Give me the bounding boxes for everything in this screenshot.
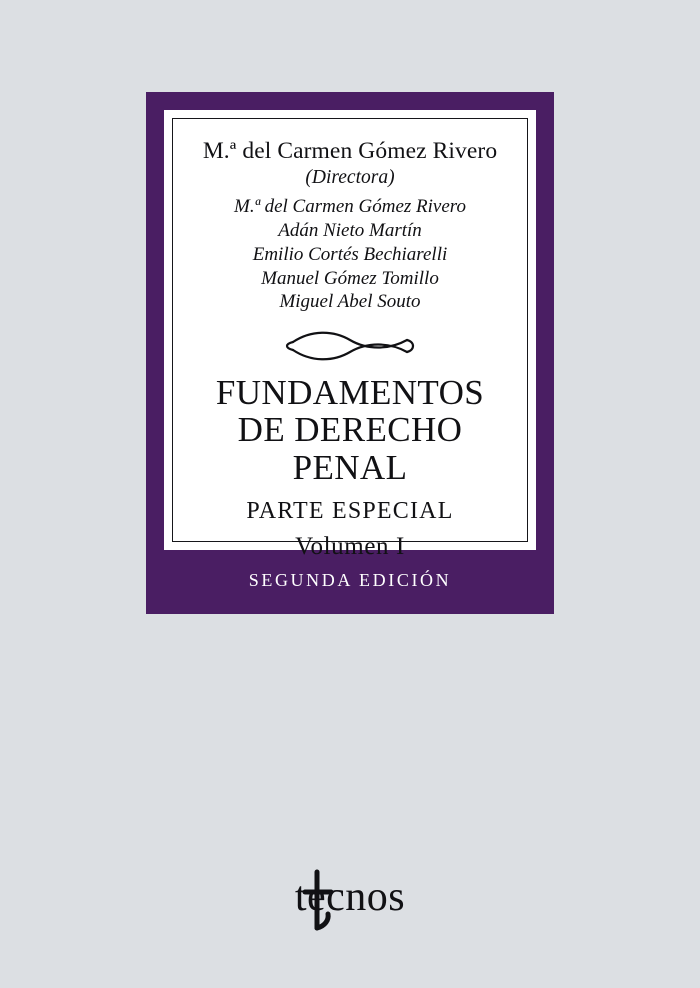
title-line: DE DERECHO: [237, 410, 463, 450]
author-name: Manuel Gómez Tomillo: [261, 267, 439, 289]
author-name: Miguel Abel Souto: [279, 291, 421, 313]
tecnos-logo-icon: [255, 862, 445, 938]
title-line: FUNDAMENTOS: [215, 373, 485, 413]
subtitle: PARTE ESPECIAL: [246, 497, 454, 524]
page-title: [188, 374, 512, 485]
volume-label: Volumen I: [295, 532, 405, 560]
author-list: [188, 195, 512, 315]
director-name: M.ª del Carmen Gómez Rivero: [202, 138, 498, 164]
title-line: PENAL: [292, 447, 408, 487]
cover-purple-panel: [146, 92, 554, 614]
author-name: Emilio Cortés Bechiarelli: [252, 243, 448, 265]
edition-label: SEGUNDA EDICIÓN: [248, 570, 452, 590]
svg-text:tecnos: tecnos: [294, 874, 406, 920]
swash-ornament-icon: [275, 328, 425, 364]
author-name: Adán Nieto Martín: [278, 219, 422, 241]
cover-text-block: [164, 110, 536, 560]
publisher-area: [0, 862, 700, 943]
director-role: (Directora): [305, 167, 395, 189]
author-name: M.ª del Carmen Gómez Rivero: [234, 195, 466, 217]
cover-white-panel: [164, 110, 536, 560]
